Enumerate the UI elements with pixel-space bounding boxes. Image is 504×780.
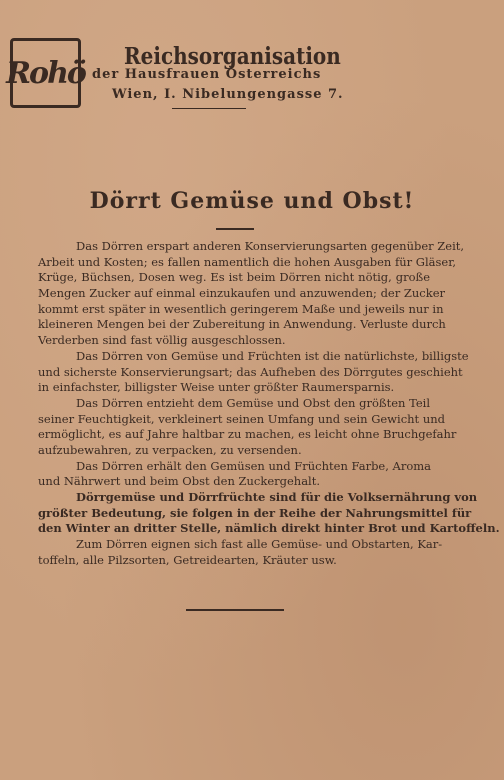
body-text <box>38 239 500 568</box>
paragraph-line: Mengen Zucker auf einmal einzukaufen und anzuwenden; der Zucker <box>38 286 445 301</box>
paragraph-line: und Nährwert und beim Obst den Zuckergehalt. <box>38 474 321 489</box>
paragraph <box>38 490 500 537</box>
paragraph-line: Dörrgemüse und Dörrfrüchte sind für die Volksernährung von <box>76 490 478 504</box>
paragraph-line: und sicherste Konservierungsart; das Aufheben des Dörrgutes geschieht <box>38 364 463 379</box>
paragraph-line: den Winter an dritter Stelle, nämlich direkt hinter Brot und Kartoffeln. <box>38 521 500 536</box>
paragraph-line: Arbeit und Kosten; es fallen namentlich die hohen Ausgaben für Gläser, <box>38 254 457 269</box>
logo-box <box>6 38 85 108</box>
title-divider <box>216 228 254 230</box>
paragraph-line: Das Dörren von Gemüse und Früchten ist die natürlichste, billigste <box>76 348 469 363</box>
logo-text: Rohö <box>6 55 85 91</box>
paragraph-line: toffeln, alle Pilzsorten, Getreidearten, Kräuter usw. <box>38 552 337 567</box>
paragraph-line: Das Dörren erspart anderen Konservierungsarten gegenüber Zeit, <box>76 239 465 253</box>
paragraph-line: Krüge, Büchsen, Dosen weg. Es ist beim Dörren nicht nötig, große <box>38 270 430 285</box>
header-divider <box>172 108 246 109</box>
paragraph-line: Verderben sind fast völlig ausgeschlossen. <box>38 333 286 348</box>
paragraph <box>38 239 465 349</box>
paragraph-line: aufzubewahren, zu verpacken, zu versenden. <box>38 442 302 457</box>
paragraph-line: kleineren Mengen bei der Zubereitung in Anwendung. Verluste durch <box>38 317 446 332</box>
paragraph-line: kommt erst später in wesentlich geringerem Maße und jeweils nur in <box>38 301 444 316</box>
paragraph-line: Das Dörren erhält den Gemüsen und Früchten Farbe, Aroma <box>76 458 432 473</box>
page-title: Dörrt Gemüse und Obst! <box>89 188 415 214</box>
organization-subtitle: der Hausfrauen Österreichs <box>92 67 322 82</box>
footer-divider <box>186 609 284 611</box>
paragraph <box>38 348 469 396</box>
paragraph-line: größter Bedeutung, sie folgen in der Reihe der Nahrungsmittel für <box>38 505 472 520</box>
paragraph-line: Zum Dörren eignen sich fast alle Gemüse- und Obstarten, Kar- <box>76 537 443 552</box>
paragraph-line: ermöglicht, es auf Jahre haltbar zu machen, es leicht ohne Bruchgefahr <box>38 427 457 442</box>
paragraph-line: in einfachster, billigster Weise unter größter Raumersparnis. <box>38 380 395 395</box>
paragraph-line: seiner Feuchtigkeit, verkleinert seinen Umfang und sein Gewicht und <box>38 411 446 426</box>
paragraph <box>38 395 457 459</box>
organization-address: Wien, I. Nibelungengasse 7. <box>112 87 344 102</box>
organization-name: Reichsorganisation <box>124 42 341 70</box>
paragraph <box>38 537 443 568</box>
paragraph-line: Das Dörren entzieht dem Gemüse und Obst den größten Teil <box>76 395 431 410</box>
paragraph <box>38 459 430 490</box>
